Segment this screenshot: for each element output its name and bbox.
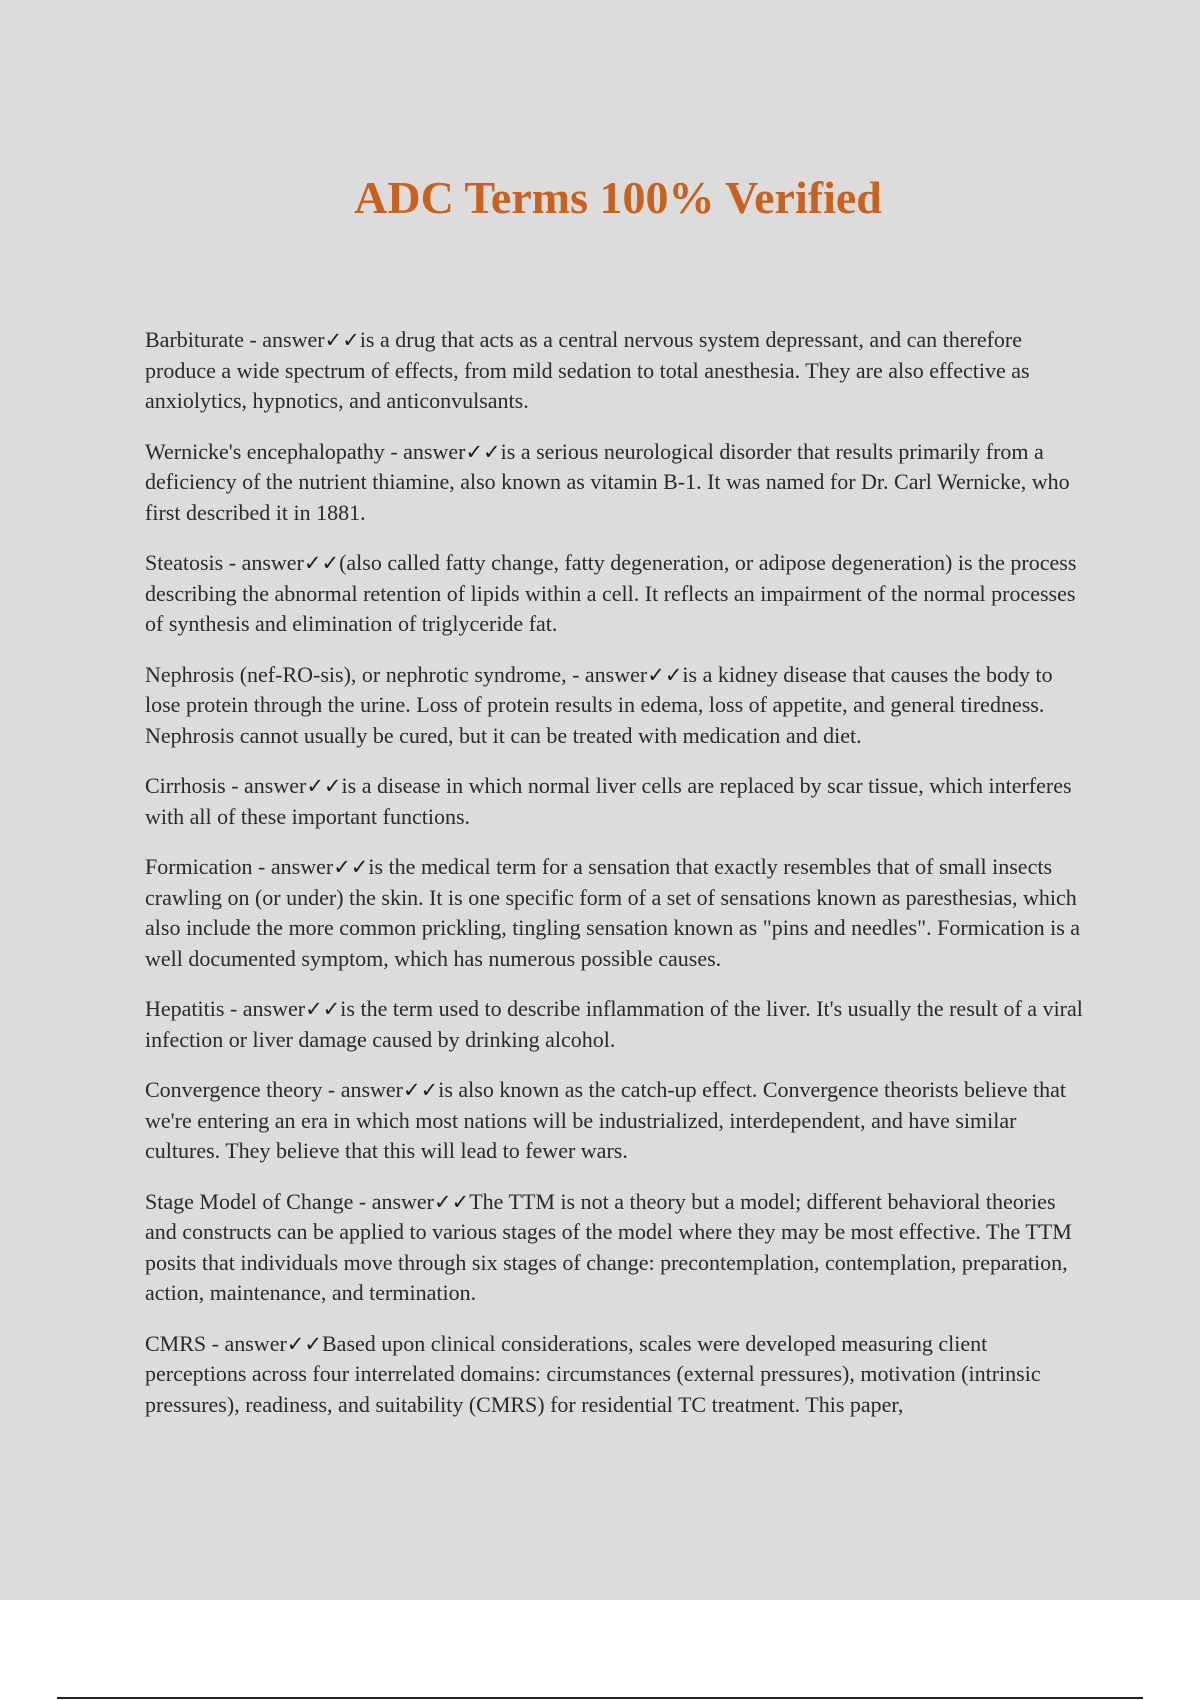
term-definition: is the medical term for a sensation that exactly resembles that of small insects crawling on (or under) the skin. It is one specific form of a set of sensations known as paresthesias, which also include the more common prickling, tingling sensation known as "pins and needles". Formication is a well documented symptom, which has numerous possible causes.: [145, 854, 1081, 971]
answer-label: answer: [244, 773, 307, 798]
check-mark-icon: ✓✓: [286, 1331, 322, 1356]
term-definition: is a kidney disease that causes the body to lose protein through the urine. Loss of protein results in edema, loss of appetite, and general tiredness. Nephrosis cannot usually be cured, but it can be treated with medication and diet.: [145, 661, 1053, 748]
document-title: ADC Terms 100% Verified: [354, 172, 882, 223]
term-definition: is a serious neurological disorder that results primarily from a deficiency of the nutrient thiamine, also known as vitamin B-1. It was named for Dr. Carl Wernicke, who first described it in 1881.: [145, 438, 1070, 525]
term-name: Barbiturate: [145, 327, 244, 352]
term-entry: Barbiturate - answer✓✓is a drug that acts as a central nervous system depressant, and can therefore produce a wide spectrum of effects, from mild sedation to total anesthesia. They are also effective as anxiolytics, hypnotics, and anticonvulsants.: [145, 327, 1030, 413]
term-name: Stage Model of Change: [145, 1188, 354, 1214]
term-name: Convergence theory: [145, 1077, 323, 1102]
answer-label: answer: [262, 327, 325, 352]
check-mark-icon: ✓✓: [465, 439, 501, 464]
check-mark-icon: ✓✓: [647, 662, 683, 687]
answer-label: answer: [584, 661, 648, 687]
check-mark-icon: ✓✓: [434, 1189, 470, 1214]
term-definition: Based upon clinical considerations, scales were developed measuring client perceptions across four interrelated domains: circumstances (external pressures), motivation (intrinsic pressures), readiness, and suitability (CMRS) for residential TC treatment. This paper,: [145, 1330, 1041, 1417]
answer-label: answer: [241, 550, 304, 575]
term-entry: CMRS - answer✓✓Based upon clinical considerations, scales were developed measuring client perceptions across four interrelated domains: circumstances (external pressures), motivation (intrinsic pressures), readiness, and suitability (CMRS) for residential TC treatment. This paper,: [145, 1330, 1041, 1417]
check-mark-icon: ✓✓: [303, 551, 340, 575]
term-definition: The TTM is not a theory but a model; different behavioral theories and constructs can be applied to various stages of the model where they may be most effective. The TTM posits that individuals move through six stages of change: precontemplation, contemplation, preparation, action, maintenance, and termination.: [145, 1188, 1072, 1305]
term-definition: is also known as the catch-up effect. Convergence theorists believe that we're entering an era in which most nations will be industrialized, interdependent, and have similar cultures. They believe that this will lead to fewer wars.: [145, 1077, 1067, 1163]
term-name: CMRS: [145, 1330, 207, 1356]
term-entry: Formication - answer✓✓is the medical term for a sensation that exactly resembles that of small insects crawling on (or under) the skin. It is one specific form of a set of sensations known as paresthesias, which also include the more common prickling, tingling sensation known as "pins and needles". Formication is a well documented symptom, which has numerous possible causes.: [145, 854, 1081, 971]
term-definition: is a disease in which normal liver cells are replaced by scar tissue, which interferes with all of these important functions.: [145, 773, 1072, 829]
answer-label: answer: [340, 1077, 404, 1102]
terms-list: [145, 325, 1090, 1440]
answer-label: answer: [371, 1188, 434, 1214]
term-name: Nephrosis (nef-RO-sis), or nephrotic syndrome,: [145, 661, 567, 687]
term-definition: is a drug that acts as a central nervous system depressant, and can therefore produce a wide spectrum of effects, from mild sedation to total anesthesia. They are also effective as anxiolytics, hypnotics, and anticonvulsants.: [145, 327, 1030, 413]
term-name: Formication: [145, 854, 253, 879]
answer-label: answer: [242, 996, 306, 1021]
term-entry: Convergence theory - answer✓✓is also known as the catch-up effect. Convergence theorists believe that we're entering an era in which most nations will be industrialized, interdependent, and have similar cultures. They believe that this will lead to fewer wars.: [145, 1077, 1067, 1163]
check-mark-icon: ✓✓: [324, 328, 360, 352]
term-entry: Wernicke's encephalopathy - answer✓✓is a serious neurological disorder that results primarily from a deficiency of the nutrient thiamine, also known as vitamin B-1. It was named for Dr. Carl Wernicke, who first described it in 1881.: [145, 438, 1070, 525]
check-mark-icon: ✓✓: [305, 997, 341, 1021]
term-name: Cirrhosis: [145, 773, 226, 798]
term-name: Steatosis: [145, 550, 224, 575]
answer-label: answer: [403, 438, 466, 464]
term-entry: Stage Model of Change - answer✓✓The TTM is not a theory but a model; different behavioral theories and constructs can be applied to various stages of the model where they may be most effective. The TTM posits that individuals move through six stages of change: precontemplation, contemplation, preparation, action, maintenance, and termination.: [145, 1188, 1072, 1305]
term-entry: Nephrosis (nef-RO-sis), or nephrotic syndrome, - answer✓✓is a kidney disease that causes the body to lose protein through the urine. Loss of protein results in edema, loss of appetite, and general tiredness. Nephrosis cannot usually be cured, but it can be treated with medication and diet.: [145, 661, 1053, 748]
check-mark-icon: ✓✓: [306, 774, 342, 798]
term-entry: Cirrhosis - answer✓✓is a disease in which normal liver cells are replaced by scar tissue, which interferes with all of these important functions.: [145, 773, 1072, 829]
term-definition: is the term used to describe inflammation of the liver. It's usually the result of a viral infection or liver damage caused by drinking alcohol.: [145, 996, 1083, 1052]
answer-label: answer: [270, 854, 334, 879]
term-entry: Steatosis - answer✓✓(also called fatty change, fatty degeneration, or adipose degeneration) is the process describing the abnormal retention of lipids within a cell. It reflects an impairment of the normal processes of synthesis and elimination of triglyceride fat.: [145, 550, 1077, 636]
term-entry: Hepatitis - answer✓✓is the term used to describe inflammation of the liver. It's usually the result of a viral infection or liver damage caused by drinking alcohol.: [145, 996, 1083, 1052]
check-mark-icon: ✓✓: [333, 855, 369, 879]
term-name: Hepatitis: [145, 996, 225, 1021]
term-name: Wernicke's encephalopathy: [145, 438, 385, 464]
footer-divider: [57, 1697, 1143, 1699]
term-definition: (also called fatty change, fatty degeneration, or adipose degeneration) is the process describing the abnormal retention of lipids within a cell. It reflects an impairment of the normal processes of synthesis and elimination of triglyceride fat.: [145, 550, 1077, 636]
answer-label: answer: [224, 1330, 287, 1356]
check-mark-icon: ✓✓: [403, 1078, 439, 1102]
